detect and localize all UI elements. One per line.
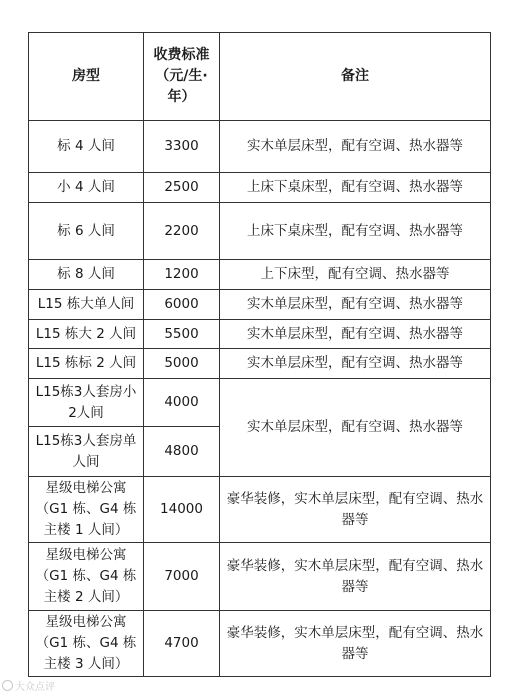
table-row [29, 260, 491, 290]
room-type-cell: 星级电梯公寓（G1 栋、G4 栋主楼 3 人间） [29, 611, 144, 677]
room-type-cell: L15栋3人套房小2人间 [29, 379, 144, 427]
fee-cell: 7000 [144, 543, 220, 611]
table-row [29, 290, 491, 320]
room-type-cell: L15栋3人套房单人间 [29, 427, 144, 477]
table-row [29, 203, 491, 260]
table-row [29, 543, 491, 611]
room-type-cell: 星级电梯公寓（G1 栋、G4 栋主楼 2 人间） [29, 543, 144, 611]
room-type-cell: L15 栋大 2 人间 [29, 320, 144, 349]
fee-cell: 2200 [144, 203, 220, 260]
table-row [29, 320, 491, 349]
table-row [29, 379, 491, 427]
fee-cell: 4700 [144, 611, 220, 677]
watermark-logo-icon [2, 680, 13, 691]
room-type-cell: 标 4 人间 [29, 121, 144, 173]
note-cell: 上下床型，配有空调、热水器等 [220, 260, 491, 290]
note-cell: 实木单层床型，配有空调、热水器等 [220, 290, 491, 320]
room-type-cell: L15 栋大单人间 [29, 290, 144, 320]
header-room-type: 房型 [29, 33, 144, 121]
header-fee: 收费标准（元/生·年） [144, 33, 220, 121]
note-cell: 实木单层床型，配有空调、热水器等 [220, 121, 491, 173]
watermark-text: 大众点评 [15, 682, 55, 693]
header-note: 备注 [220, 33, 491, 121]
fee-cell: 4000 [144, 379, 220, 427]
room-type-cell: 标 6 人间 [29, 203, 144, 260]
room-type-cell: 星级电梯公寓（G1 栋、G4 栋主楼 1 人间） [29, 477, 144, 543]
fee-cell: 14000 [144, 477, 220, 543]
note-cell: 上床下桌床型，配有空调、热水器等 [220, 173, 491, 203]
note-cell: 豪华装修，实木单层床型，配有空调、热水器等 [220, 543, 491, 611]
header-row [29, 33, 491, 121]
fee-cell: 2500 [144, 173, 220, 203]
fee-cell: 3300 [144, 121, 220, 173]
note-cell: 实木单层床型，配有空调、热水器等 [220, 349, 491, 379]
table-row [29, 477, 491, 543]
note-cell: 实木单层床型，配有空调、热水器等 [220, 379, 491, 477]
fee-cell: 5000 [144, 349, 220, 379]
table-row [29, 349, 491, 379]
note-cell: 豪华装修，实木单层床型，配有空调、热水器等 [220, 611, 491, 677]
table-row [29, 173, 491, 203]
note-cell: 上床下桌床型，配有空调、热水器等 [220, 203, 491, 260]
table-row [29, 611, 491, 677]
table-row [29, 121, 491, 173]
note-cell: 豪华装修，实木单层床型，配有空调、热水器等 [220, 477, 491, 543]
room-type-cell: 小 4 人间 [29, 173, 144, 203]
fee-cell: 6000 [144, 290, 220, 320]
fee-cell: 1200 [144, 260, 220, 290]
room-fee-table [28, 32, 491, 677]
fee-cell: 4800 [144, 427, 220, 477]
room-type-cell: 标 8 人间 [29, 260, 144, 290]
watermark [2, 678, 55, 693]
room-type-cell: L15 栋标 2 人间 [29, 349, 144, 379]
note-cell: 实木单层床型，配有空调、热水器等 [220, 320, 491, 349]
fee-cell: 5500 [144, 320, 220, 349]
